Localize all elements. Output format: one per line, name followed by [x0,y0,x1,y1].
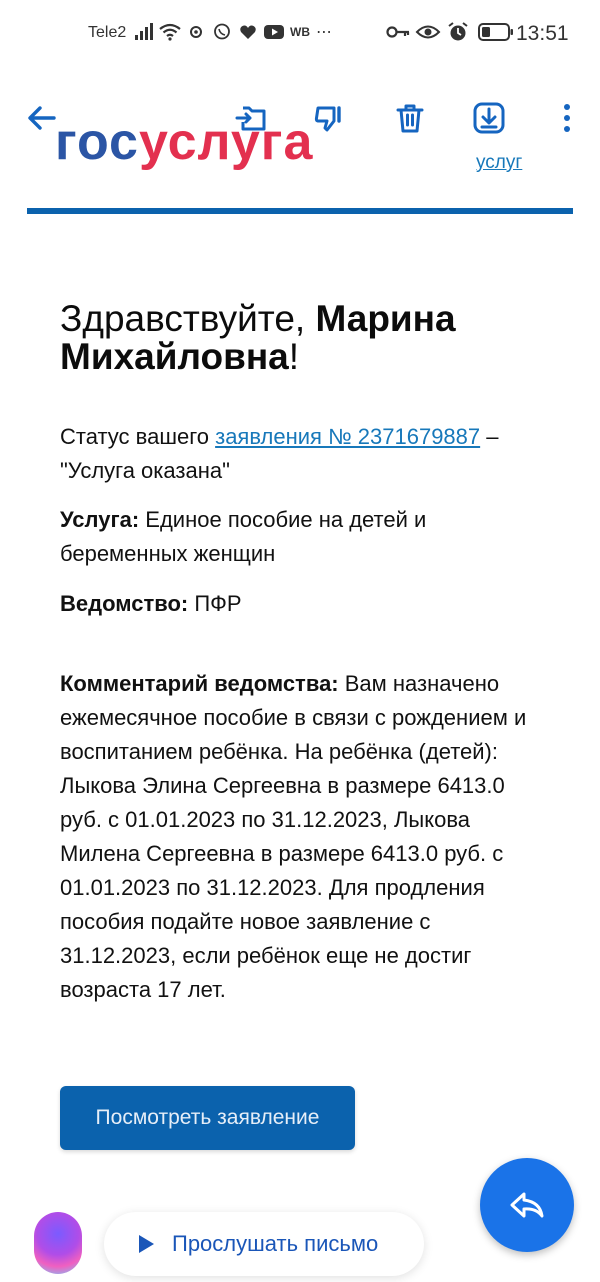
greeting-suffix: ! [288,336,300,377]
logo-part-uslugi: услуга [138,113,314,171]
clock: 13:51 [516,22,569,45]
greeting [60,300,550,376]
status-icons-right [388,22,514,42]
eye-icon [418,22,438,42]
view-application-button[interactable]: Посмотреть заявление [60,1086,355,1150]
reply-button[interactable] [480,1158,574,1252]
status-prefix: Статус вашего [60,424,216,449]
status-icons-left [134,22,332,42]
department-paragraph [60,587,242,621]
service-value: Единое пособие на детей и беременных женщин [60,507,427,566]
greeting-prefix: Здравствуйте, [60,298,316,339]
voice-assistant-icon[interactable] [34,1212,82,1274]
gear-icon [186,22,206,42]
comment-value: Вам назначено ежемесячное пособие в связи с рождением и воспитанием ребёнка. На ребёнка (детей): Лыкова Элина Сергеевна в размере 6413.0 руб. с 01.01.2023 по 31.12.2023, Лыкова Милена Сергеевна в размере 6413.0 руб. с 01.01.2023 по 31.12.2023. Для продления пособия подайте новое заявление с 31.12.2023, если ребёнок еще не достиг возраста 17 лет. [60,671,527,1002]
comment-paragraph [60,667,550,1007]
signal-icon [134,22,154,42]
trash-icon [392,100,428,136]
listen-label: Прослушать письмо [172,1231,379,1256]
download-button[interactable] [467,96,511,140]
status-value: – "Услуга оказана" [60,424,499,483]
email-body [60,298,550,1002]
status-bar [0,0,600,70]
more-vert-icon [549,100,585,136]
status-paragraph [60,420,550,488]
department-value: ПФР [188,591,242,616]
wb-icon: WB [290,25,310,39]
viber-icon [212,22,232,42]
youtube-icon [264,22,284,42]
logo-part-gos: гос [55,113,139,171]
delete-button[interactable] [388,96,432,140]
service-label: Услуга: [60,507,140,532]
more-options-button[interactable] [545,96,589,140]
header-divider [27,208,573,214]
more-notifications-icon: ⋯ [316,24,332,41]
application-link[interactable]: заявления № 2371679887 [215,424,481,449]
gosuslugi-logo [55,113,315,174]
recipient-name: Марина Михайловна [60,298,456,377]
department-label: Ведомство: [60,591,189,616]
services-link[interactable]: услуг [476,152,523,173]
wifi-icon [160,22,180,42]
key-icon [388,22,408,42]
listen-email-button[interactable] [104,1212,424,1276]
comment-label: Комментарий ведомства: [60,671,339,696]
thumbs-down-icon [312,100,348,136]
service-paragraph [60,503,550,571]
download-icon [471,100,507,136]
heart-icon [238,22,258,42]
carrier-label: Tele2 [88,24,127,41]
play-icon [136,1233,158,1255]
battery-icon [478,22,514,42]
reply-icon [507,1185,547,1225]
alarm-icon [448,22,468,42]
